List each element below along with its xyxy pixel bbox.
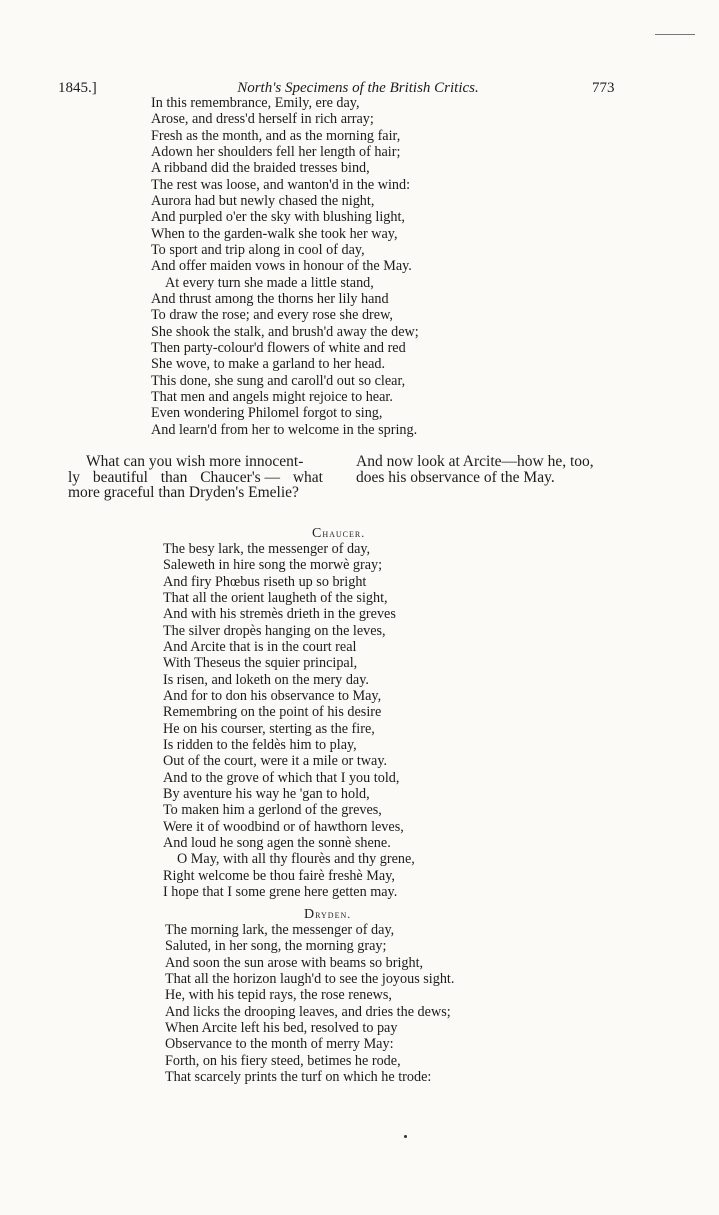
verse-line: By aventure his way he 'gan to hold, — [163, 785, 370, 802]
prose-word: Chaucer's — — [200, 468, 281, 486]
verse-line: And to the grove of which that I you told, — [163, 769, 400, 786]
verse-line: And offer maiden vows in honour of the May. — [151, 258, 412, 275]
verse-line: And with his stremès drieth in the greves — [163, 606, 396, 623]
dryden-emilie-poem — [151, 95, 419, 438]
verse-line: Even wondering Philomel forgot to sing, — [151, 405, 383, 422]
verse-line: A ribband did the braided tresses bind, — [151, 160, 370, 177]
verse-line: And soon the sun arose with beams so bright, — [165, 954, 424, 971]
dryden-arcite-poem — [165, 922, 454, 1085]
verse-line: Adown her shoulders fell her length of hair; — [151, 143, 401, 160]
verse-line: And licks the drooping leaves, and dries the dews; — [165, 1003, 451, 1020]
verse-line: That all the horizon laugh'd to see the joyous sight. — [165, 970, 455, 987]
verse-line: The besy lark, the messenger of day, — [163, 541, 371, 557]
verse-line: When Arcite left his bed, resolved to pay — [165, 1019, 398, 1036]
prose-word: what — [292, 468, 323, 486]
verse-line: When to the garden-walk she took her way, — [151, 225, 398, 242]
verse-line: And purpled o'er the sky with blushing light, — [151, 209, 405, 226]
verse-line: Aurora had but newly chased the night, — [151, 192, 375, 209]
prose-line: And now look at Arcite—how he, too, — [356, 453, 594, 470]
prose-line: does his observance of the May. — [356, 468, 555, 486]
verse-line: Is ridden to the feldès him to play, — [163, 736, 357, 753]
verse-line: He, with his tepid rays, the rose renews, — [165, 987, 392, 1004]
dryden-heading: Dryden. — [304, 907, 352, 922]
verse-line: To sport and trip along in cool of day, — [151, 241, 365, 258]
verse-line: Were it of woodbind or of hawthorn leves, — [163, 818, 404, 835]
verse-line: O May, with all thy flourès and thy grene, — [177, 851, 415, 868]
verse-line: That all the orient laugheth of the sight, — [163, 589, 388, 606]
verse-line: Remembring on the point of his desire — [163, 704, 382, 721]
verse-line: And loud he song agen the sonnè shene. — [163, 834, 391, 851]
verse-line: With Theseus the squier principal, — [163, 655, 358, 672]
verse-line: The rest was loose, and wanton'd in the wind: — [151, 176, 411, 193]
verse-line: She shook the stalk, and brush'd away the dew; — [151, 323, 419, 340]
top-rule — [655, 34, 695, 35]
verse-line: Out of the court, were it a mile or tway. — [163, 753, 388, 770]
verse-line: And learn'd from her to welcome in the spring. — [151, 421, 418, 438]
prose-line: more graceful than Dryden's Emelie? — [68, 484, 299, 501]
verse-line: I hope that I some grene here getten may. — [163, 883, 398, 900]
verse-line: Right welcome be thou fairè freshè May, — [163, 867, 395, 884]
running-title: North's Specimens of the British Critics. — [237, 80, 479, 96]
ink-speck — [404, 1135, 407, 1138]
chaucer-heading: Chaucer. — [312, 526, 366, 541]
verse-line: And thrust among the thorns her lily hand — [151, 290, 389, 307]
verse-line: This done, she sung and caroll'd out so clear, — [151, 372, 406, 389]
verse-line: Fresh as the month, and as the morning fair, — [151, 127, 401, 144]
prose-word: beautiful — [92, 468, 148, 486]
verse-line: Arose, and dress'd herself in rich array; — [151, 111, 374, 128]
prose-word: ly — [68, 468, 81, 486]
verse-line: Then party-colour'd flowers of white and red — [151, 339, 406, 356]
verse-line: And for to don his observance to May, — [163, 687, 382, 704]
verse-line: That scarcely prints the turf on which he trode: — [165, 1068, 432, 1085]
verse-line: At every turn she made a little stand, — [165, 274, 374, 291]
verse-line: And Arcite that is in the court real — [163, 638, 357, 655]
page-number: 773 — [592, 80, 615, 96]
verse-line: In this remembrance, Emily, ere day, — [151, 95, 360, 111]
prose-left-column — [68, 453, 323, 501]
verse-line: She wove, to make a garland to her head. — [151, 356, 386, 373]
verse-line: The silver dropès hanging on the leves, — [163, 622, 386, 639]
chaucer-poem — [163, 541, 415, 900]
verse-line: To draw the rose; and every rose she drew, — [151, 307, 393, 324]
verse-line: That men and angels might rejoice to hear. — [151, 388, 393, 405]
prose-word: than — [160, 468, 188, 486]
verse-line: Saleweth in hire song the morwè gray; — [163, 557, 383, 574]
verse-line: Forth, on his fiery steed, betimes he rode, — [165, 1052, 401, 1069]
verse-line: Saluted, in her song, the morning gray; — [165, 938, 387, 955]
verse-line: And firy Phœbus riseth up so bright — [163, 573, 367, 590]
prose-line: What can you wish more innocent- — [86, 453, 304, 470]
verse-line: To maken him a gerlond of the greves, — [163, 802, 382, 819]
verse-line: Is risen, and loketh on the mery day. — [163, 671, 369, 688]
verse-line: The morning lark, the messenger of day, — [165, 922, 395, 938]
verse-line: He on his courser, sterting as the fire, — [163, 720, 375, 737]
header-year: 1845.] — [58, 80, 97, 96]
prose-right-column — [356, 454, 594, 485]
verse-line: Observance to the month of merry May: — [165, 1036, 394, 1053]
prose-line-justified — [68, 470, 323, 486]
